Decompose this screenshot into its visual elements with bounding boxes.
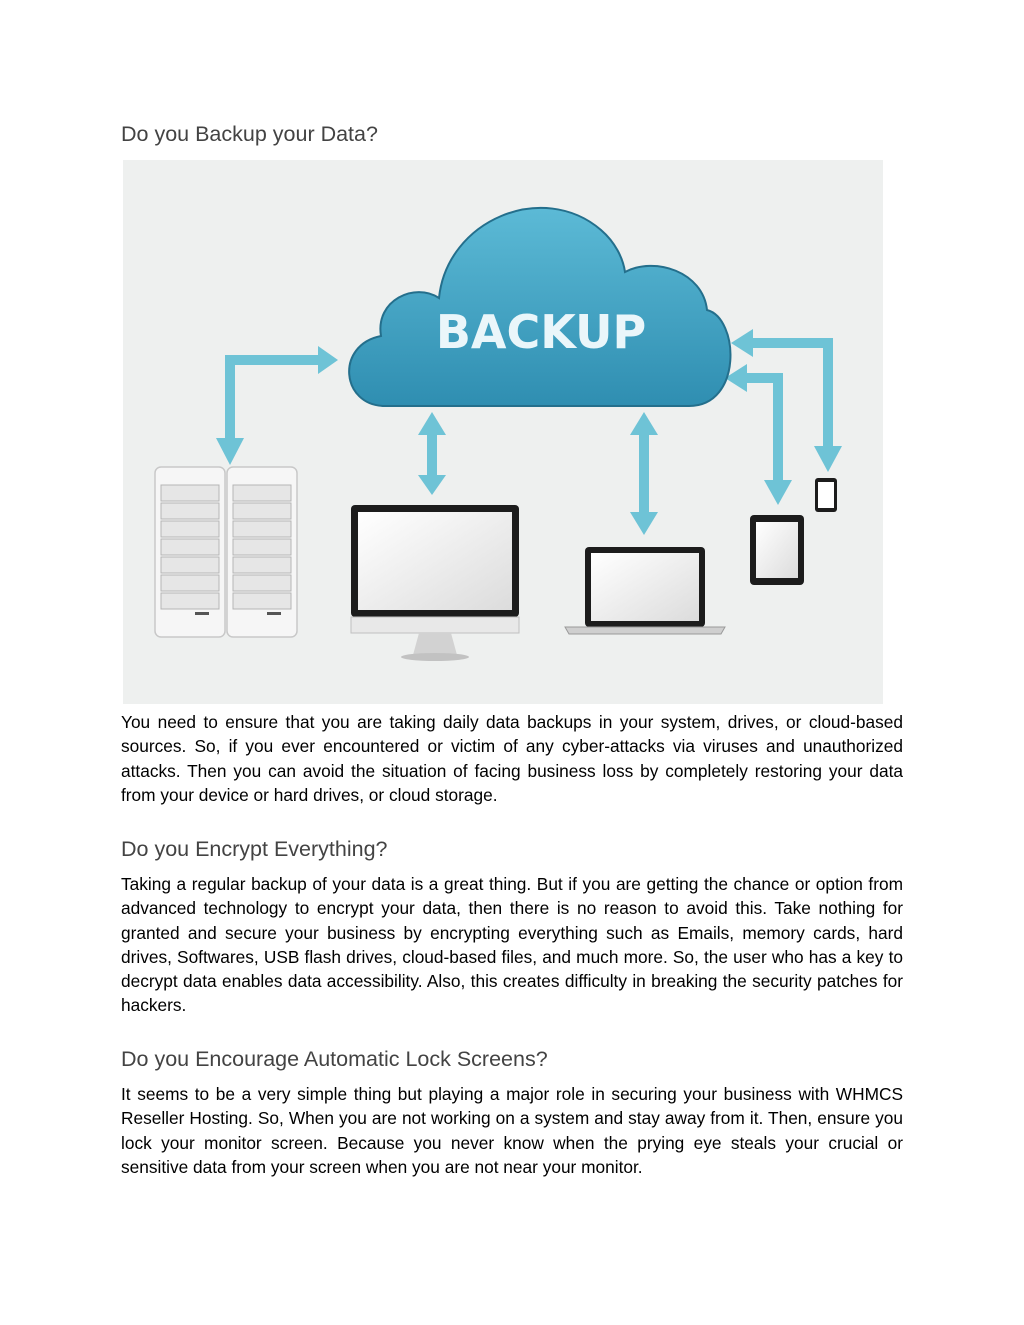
cloud-label: BACKUP (435, 305, 647, 359)
heading-backup: Do you Backup your Data? (121, 122, 378, 146)
phone-icon (815, 478, 837, 512)
backup-illustration (123, 160, 883, 704)
cloud-icon (349, 208, 730, 406)
heading-lock-screens: Do you Encourage Automatic Lock Screens? (121, 1047, 548, 1071)
paragraph-backup: You need to ensure that you are taking daily data backups in your system, drives, or cloud-based sources. So, if you ever encountered or victim of any cyber-attacks via viruses and unauthorized attacks. Then you can avoid the situation of facing business loss by completely restoring your data from your device or hard drives, or cloud storage. (121, 712, 903, 805)
backup-diagram (123, 160, 883, 704)
server-icon (155, 467, 297, 637)
tablet-icon (750, 515, 804, 585)
heading-encrypt: Do you Encrypt Everything? (121, 837, 388, 861)
monitor-icon (351, 505, 519, 661)
paragraph-lock-screens: It seems to be a very simple thing but playing a major role in securing your business with WHMCS Reseller Hosting. So, When you are not working on a system and stay away from it. Then, ensure you lock your monitor screen. Because you never know when the prying eye steals your crucial or sensitive data from your screen when you are not near your monitor. (121, 1084, 903, 1177)
laptop-icon (565, 547, 725, 634)
paragraph-encrypt: Taking a regular backup of your data is a great thing. But if you are getting the chance or option from advanced technology to encrypt your data, then there is no reason to avoid this. Take nothing for granted and secure your business by encrypting everything such as Emails, memory cards, hard drives, Softwares, USB flash drives, cloud-based files, and much more. So, the user who has a key to decrypt data enables data accessibility. Also, this creates difficulty in breaking the security patches for hackers. (121, 874, 903, 1016)
